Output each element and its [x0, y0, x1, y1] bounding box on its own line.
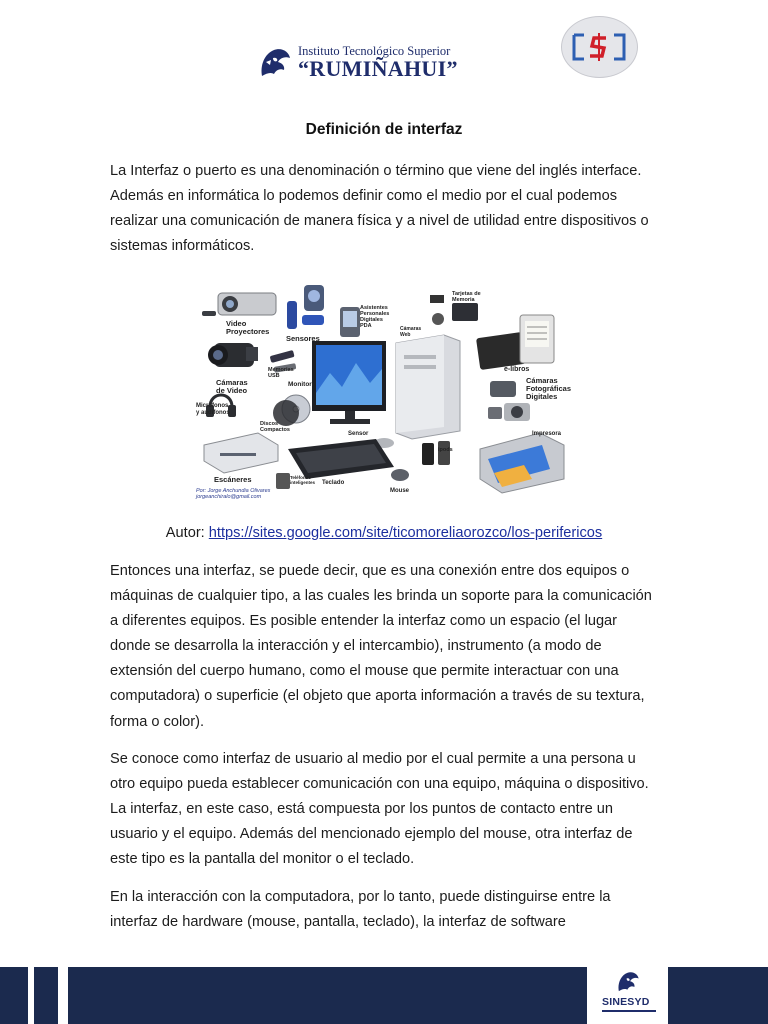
label-video-cameras: Cámaras de Video	[216, 378, 248, 395]
label-monitor: Monitor	[288, 381, 312, 388]
figure-credit: Por: Jorge Anchundia Olivares jorgeanchiralo@gmail.com	[196, 488, 271, 500]
ebook-icon	[476, 315, 554, 370]
peripherals-figure	[190, 283, 575, 505]
caption-prefix: Autor:	[165, 525, 209, 541]
label-sensor: Sensor	[348, 431, 369, 437]
label-scanners: Escáneres	[214, 475, 252, 484]
label-pda: Asistentes Personales Digitales PDA	[360, 305, 390, 329]
s-emblem-logo	[561, 16, 638, 78]
sensor-devices-icon	[287, 285, 324, 329]
label-ipods: ipods	[438, 447, 453, 453]
label-mouse: Mouse	[390, 488, 410, 494]
label-keyboard: Teclado	[322, 480, 345, 486]
computer-tower-icon	[396, 335, 460, 439]
projector-icon	[202, 293, 276, 316]
label-photo-cameras: Cámaras Fotográficas Digitales	[526, 376, 572, 401]
label-ebooks: e-libros	[504, 366, 530, 373]
scanner-icon	[204, 433, 278, 473]
label-video-projectors: Video Proyectores	[226, 319, 270, 336]
warrior-head-icon	[258, 46, 292, 80]
sinesyd-logo	[598, 970, 660, 1018]
paragraph-2: Entonces una interfaz, se puede decir, que es una conexión entre dos equipos o máquinas de cualquier tipo, a las cuales les brinda un soporte para la comunicación a diferentes equipos. Es posible entender la interfaz como un espacio (el lugar donde se desarrolla la interacción y el intercambio), instrumento (a modo de extensión del cuerpo humano, como el mouse que permite interactuar con una computadora) o superficie (el objeto que aporta información a través de su textura, forma o color).	[110, 563, 652, 730]
institute-logo	[258, 44, 458, 82]
monitor-icon	[312, 341, 386, 424]
warrior-head-icon	[616, 970, 640, 994]
page-title: Definición de interfaz	[305, 121, 463, 138]
footer-bar	[34, 967, 58, 1024]
page-header	[0, 0, 768, 100]
label-webcams: Cámaras Web	[400, 326, 422, 338]
pda-icon	[340, 307, 360, 337]
footer-bar	[68, 967, 587, 1024]
label-memory-cards: Tarjetas de Memoria	[452, 291, 481, 303]
page-footer	[0, 967, 768, 1024]
footer-bar	[668, 967, 768, 1024]
paragraph-3: Se conoce como interfaz de usuario al medio por el cual permite a una persona u otro equipo pueda establecer comunicación con una equipo, máquina o dispositivo. La interfaz, en este caso, está compuesta por los puntos de contacto entre un usuario y el equipo. Además del mencionado ejemplo del mouse, otra interfaz de este tipo es la pantalla del monitor o el teclado.	[110, 751, 649, 868]
figure-caption	[0, 525, 768, 541]
label-printer: Impresora	[532, 431, 562, 437]
video-camera-icon	[208, 343, 258, 367]
mouse-icon	[391, 469, 409, 481]
sinesyd-underline	[602, 1010, 656, 1012]
source-link[interactable]: https://sites.google.com/site/ticomoreliaorozco/los-perifericos	[208, 525, 603, 541]
keyboard-icon	[288, 439, 394, 479]
label-smartphones: Teléfonos inteligentes	[290, 475, 316, 485]
footer-bar	[0, 967, 28, 1024]
digital-camera-icon	[488, 381, 530, 421]
paragraph-4: En la interacción con la computadora, por lo tanto, puede distinguirse entre la interfaz de hardware (mouse, pantalla, teclado), la interfaz de software	[110, 889, 611, 931]
institute-brand: “RUMIÑAHUI”	[298, 56, 458, 81]
label-usb-memory: Memorias USB	[268, 367, 294, 379]
printer-icon	[480, 433, 564, 493]
s-emblem-icon	[570, 31, 628, 63]
label-compact-discs: Discos Compactos	[260, 421, 290, 433]
sinesyd-text: SINESYD	[602, 996, 650, 1008]
paragraph-1: La Interfaz o puerto es una denominación o término que viene del inglés interface. Además en informática lo podemos definir como el medio por el cual podemos realizar una comunicación de manera física y a nivel de utilidad entre dispositivos o sistemas informáticos.	[110, 163, 649, 255]
institute-name: Instituto Tecnológico Superior	[298, 44, 451, 58]
label-microphones: Micrófonos y audífonos	[196, 403, 230, 416]
label-sensors: Sensores	[286, 334, 320, 343]
